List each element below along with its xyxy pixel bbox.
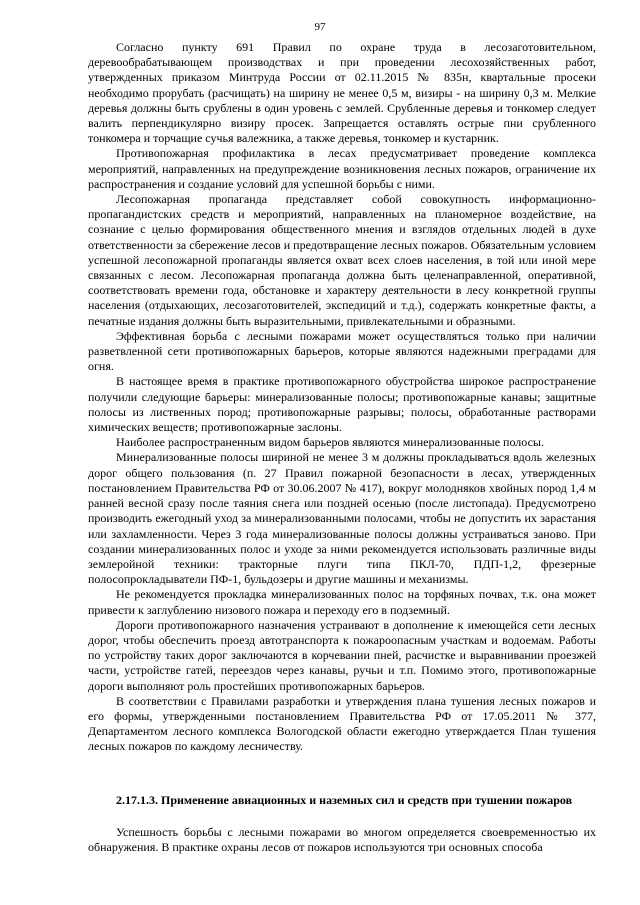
paragraph: В соответствии с Правилами разработки и утверждения плана тушения лесных пожаров и его формы, утвержденными постановлением Правительства РФ от 17.05.2011 № 377, Департаментом лесного комплекса Вологодской области ежегодно утверждается План тушения лесных пожаров по каждому лесничеству. (88, 693, 596, 754)
paragraph: Согласно пункту 691 Правил по охране труда в лесозаготовительном, деревообрабатывающем производствах и при проведении лесохозяйственных работ, утвержденных приказом Минтруда России от 02.11.2015 № 835н, квартальные просеки необходимо прорубать (расчищать) на ширину не менее 0,5 м, визиры - на ширину 0,3 м. Мелкие деревья должны быть срублены в один уровень с землей. Срубленные деревья и тонкомер следует валить перпендикулярно визиру просек. Запрещается оставлять острые пни срубленного тонкомера и торчащие сучья валежника, а также деревья, тонкомер и кустарник. (88, 40, 596, 146)
body-text (88, 40, 596, 755)
closing-text (88, 825, 596, 855)
paragraph: Не рекомендуется прокладка минерализованных полос на торфяных почвах, т.к. она может привести к заглублению низового пожара и переходу его в подземный. (88, 587, 596, 617)
paragraph: В настоящее время в практике противопожарного обустройства широкое распространение получили следующие барьеры: минерализованные полосы; противопожарные канавы; защитные полосы из лиственных пород; противопожарные разрывы; полосы, обработанные растворами химических веществ; противопожарные заслоны. (88, 374, 596, 435)
paragraph: Минерализованные полосы шириной не менее 3 м должны прокладываться вдоль железных дорог общего пользования (п. 27 Правил пожарной безопасности в лесах, утвержденных постановлением Правительства РФ от 30.06.2007 № 417), вокруг молодняков хвойных пород 1,4 м ранней весной сразу после таяния снега или поздней осенью (после листопада). Предусмотрено производить ежегодный уход за минерализованными полосами, чтобы не допустить их зарастания или захламленности. Через 3 года минерализованные полосы должны устраиваться заново. При создании минерализованных полос и уходе за ними рекомендуется использовать различные виды землеройной техники: тракторные плуги типа ПКЛ-70, ПДП-1,2, фрезерные полосопрокладыватели ПФ-1, бульдозеры и другие машины и механизмы. (88, 450, 596, 587)
paragraph: Успешность борьбы с лесными пожарами во многом определяется своевременностью их обнаружения. В практике охраны лесов от пожаров используются три основных способа (88, 825, 596, 855)
paragraph: Наиболее распространенным видом барьеров являются минерализованные полосы. (116, 435, 544, 450)
section-heading: 2.17.1.3. Применение авиационных и наземных сил и средств при тушении пожаров (116, 793, 573, 807)
paragraph: Дороги противопожарного назначения устраивают в дополнение к имеющейся сети лесных дорог, чтобы обеспечить проезд автотранспорта к пожароопасным участкам и водоемам. Работы по устройству таких дорог заключаются в корчевании пней, расчистке и выравнивании проезжей части, устройстве гатей, переездов через канавы, ручьи и т.п. Помимо этого, противопожарные дороги выполняют роль простейших противопожарных барьеров. (88, 617, 596, 693)
paragraph: Эффективная борьба с лесными пожарами может осуществляться только при наличии разветвленной сети противопожарных барьеров, которые являются надежными преградами для огня. (88, 328, 596, 374)
page-number: 97 (314, 21, 326, 33)
paragraph: Противопожарная профилактика в лесах предусматривает проведение комплекса мероприятий, направленных на предупреждение возникновения лесных пожаров, ограничение их распространения и создание условий для успешной борьбы с ними. (88, 146, 596, 191)
paragraph: Лесопожарная пропаганда представляет собой совокупность информационно-пропагандистских средств и мероприятий, направленных на планомерное воздействие, на сознание с целью формирования общественного мнения и взглядов отдельных людей в духе ответственности за сбережение лесов и предотвращение лесных пожаров. Обязательным условием успешной лесопожарной пропаганды является охват всех слоев населения, в той или иной мере связанных с лесом. Лесопожарная пропаганда должна быть целенаправленной, оперативной, соответствовать времени года, обстановке и характеру деятельности в лесу конкретной группы населения (отдыхающих, лесозаготовителей, экспедиций и т.д.), содержать конкретные факты, а печатные издания должны быть выразительными, привлекательными и образными. (88, 192, 596, 328)
